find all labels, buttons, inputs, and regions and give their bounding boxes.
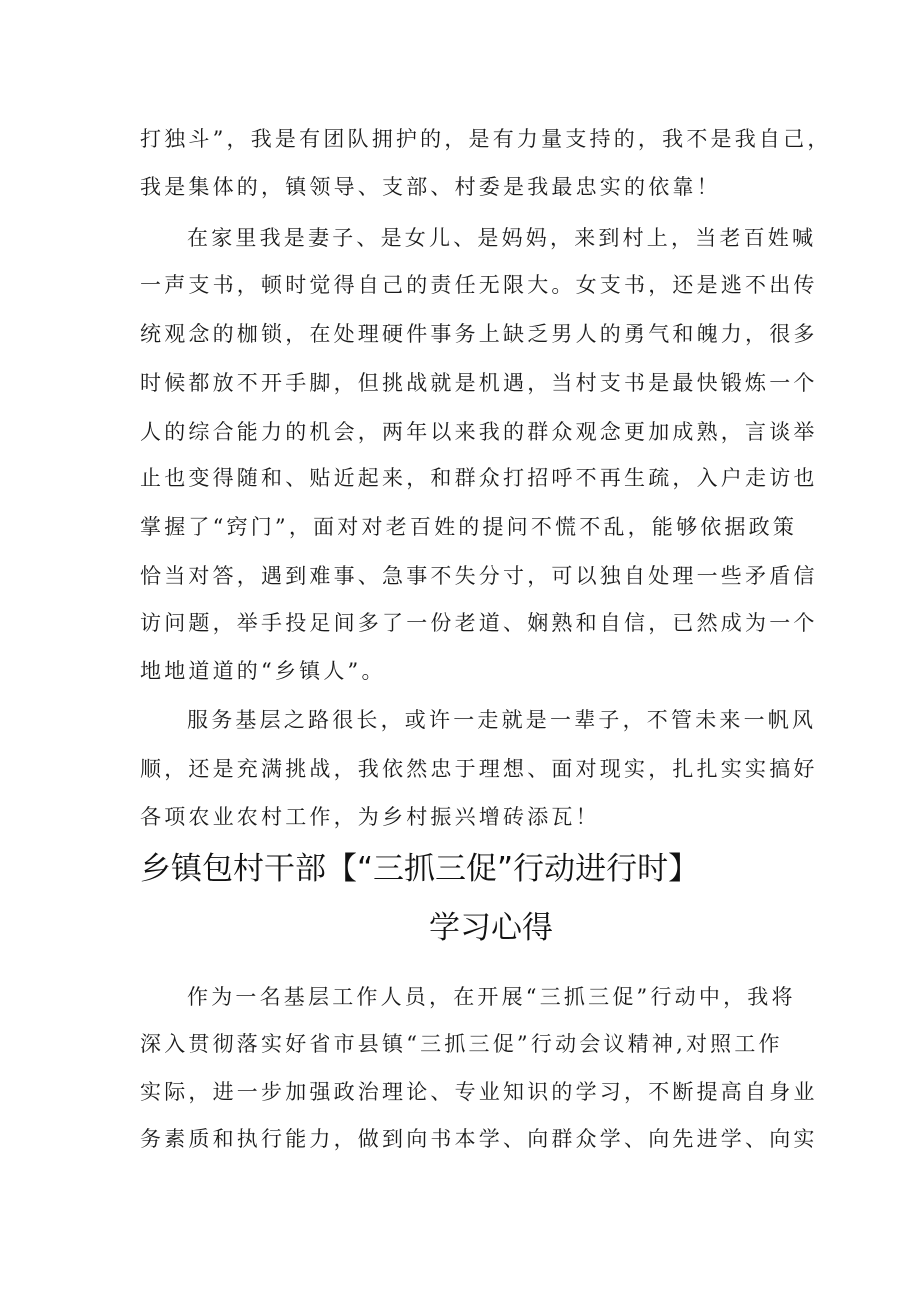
text-line: 打独斗”，我是有团队拥护的，是有力量支持的，我不是我自己，: [140, 127, 832, 151]
text-line: 务素质和执行能力，做到向书本学、向群众学、向先进学、向实: [140, 1127, 818, 1151]
text-line: 深入贯彻落实好省市县镇“三抓三促”行动会议精神,对照工作: [140, 1032, 783, 1056]
text-line: 顺，还是充满挑战，我依然忠于理想、面对现实，扎扎实实搞好: [140, 757, 818, 781]
text-line: 止也变得随和、贴近起来，和群众打招呼不再生疏，入户走访也: [140, 466, 818, 490]
text-line: 地地道道的“乡镇人”。: [140, 659, 386, 683]
text-line: 恰当对答，遇到难事、急事不失分寸，可以独自处理一些矛盾信: [140, 564, 818, 588]
paragraph-start-line: 作为一名基层工作人员，在开展“三抓三促”行动中，我将: [187, 985, 796, 1009]
text-line: 实际，进一步加强政治理论、专业知识的学习，不断提高自身业: [140, 1080, 818, 1104]
section-heading-line-2: 学习心得: [429, 910, 553, 946]
text-line: 时候都放不开手脚，但挑战就是机遇，当村支书是最快锻炼一个: [140, 371, 818, 395]
text-line: 统观念的枷锁，在处理硬件事务上缺乏男人的勇气和魄力，很多: [140, 322, 818, 346]
text-line: 掌握了“窍门”，面对对老百姓的提问不慌不乱，能够依据政策: [140, 515, 798, 539]
text-line: 我是集体的，镇领导、支部、村委是我最忠实的依靠！: [140, 175, 721, 199]
paragraph-start-line: 服务基层之路很长，或许一走就是一辈子，不管未来一帆风: [187, 708, 817, 732]
text-line: 一声支书，顿时觉得自己的责任无限大。女支书，还是逃不出传: [140, 273, 818, 297]
text-line: 访问题，举手投足间多了一份老道、娴熟和自信，已然成为一个: [140, 611, 818, 635]
text-line: 人的综合能力的机会，两年以来我的群众观念更加成熟，言谈举: [140, 420, 818, 444]
text-line: 各项农业农村工作，为乡村振兴增砖添瓦！: [140, 805, 600, 829]
paragraph-start-line: 在家里我是妻子、是女儿、是妈妈，来到村上，当老百姓喊: [187, 226, 817, 250]
section-heading-line-1: 乡镇包村干部【“三抓三促”行动进行时】: [140, 851, 700, 887]
